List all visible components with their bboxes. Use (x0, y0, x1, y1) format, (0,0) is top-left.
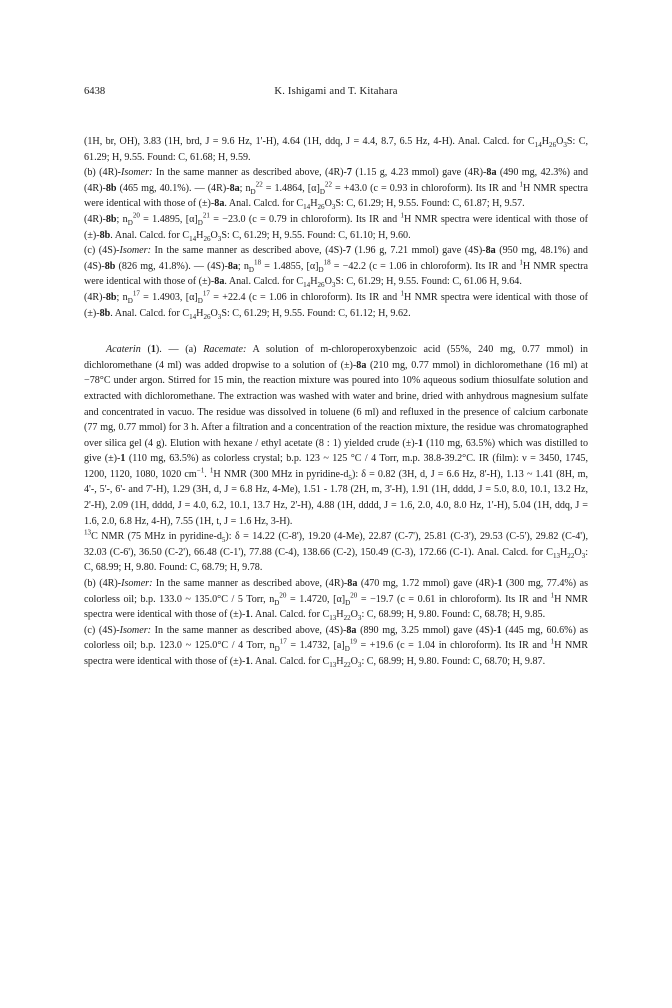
paragraph-13c-nmr: $^{13}$C NMR (75 MHz in pyridine-$d_5$): δ = 14.22 (C-8'), 19.20 (4-Me), 22.87 (C-7'), 25.81 (C-3'), 29.53 (C-5'), 29.82 (C-4'), 32.03 (C-6'), 36.50 (C-2'), 66.48 (C-1'), 77.88 (C-4), 138.66 (C-2), 150.49 (C-3), 172.66 (C-1). Anal. Calcd. for $C_{13}H_{22}O_3$: C, 68.99; H, 9.80. Found: C, 68.79; H, 9.78. (84, 528, 588, 574)
paragraph-nmr-continuation: (1H, br, OH), 3.83 (1H, brd, J = 9.6 Hz, 1'-H), 4.64 (1H, ddq, J = 4.4, 8.7, 6.5 Hz, 4-H). Anal. Calcd. for $C_{14}H_{26}O_3S$: C, 61.29; H, 9.55. Found: C, 61.68; H, 9.59. (84, 136, 588, 163)
running-head-authors: K. Ishigami and T. Kitahara (274, 86, 398, 97)
paragraph-acaterin-4r-isomer: (b) (4R)-Isomer: In the same manner as described above, (4R)-8a (470 mg, 1.72 mmol) gave (4R)-1 (300 mg, 77.4%) as colorless oil; b.p. 133.0 ~ 135.0°C / 5 Torr, $n_D^{20} = 1.4720$, $[\alpha]_D^{20} = -19.7$ (c = 0.61 in chloroform). Its IR and $^1$H NMR spectra were identical with those of (±)-1. Anal. Calcd. for $C_{13}H_{22}O_3$: C, 68.99; H, 9.80. Found: C, 68.78; H, 9.85. (84, 578, 588, 623)
paragraph-4s-isomer: (c) (4S)-Isomer: In the same manner as described above, (4S)-7 (1.96 g, 7.21 mmol) gave (4S)-8a (950 mg, 48.1%) and (4S)-8b (826 mg, 41.8%). — (4S)-8a; $n_D^{18} = 1.4855$, $[\alpha]_D^{18} = -42.2$ (c = 1.06 in chloroform). Its IR and $^1$H NMR spectra were identical with those of (±)-8a. Anal. Calcd. for $C_{14}H_{26}O_3S$: C, 61.29; H, 9.55. Found: C, 61.06 H, 9.64. (84, 245, 588, 290)
page-number: 6438 (84, 86, 106, 97)
paragraph-4r-8b: (4R)-8b; $n_D^{20} = 1.4895$, $[\alpha]_D^{21} = -23.0$ (c = 0.79 in chloroform). Its IR and $^1$H NMR spectra were identical with those of (±)-8b. Anal. Calcd. for $C_{14}H_{26}O_3S$: C, 61.29; H, 9.55. Found: C, 61.10; H, 9.60. (84, 211, 588, 243)
paragraph-acaterin-4s-isomer: (c) (4S)-Isomer: In the same manner as described above, (4S)-8a (890 mg, 3.25 mmol) gave (4S)-1 (445 mg, 60.6%) as colorless oil; b.p. 123.0 ~ 125.0°C / 4 Torr, $n_D^{17} = 1.4732$, $[a]_D^{19} = +19.6$ (c = 1.04 in chloroform). Its IR and $^1$H NMR spectra were identical with those of (±)-1. Anal. Calcd. for $C_{13}H_{22}O_3$: C, 68.99; H, 9.80. Found: C, 68.70; H, 9.87. (84, 624, 588, 670)
paragraph-4r-isomer: (b) (4R)-Isomer: In the same manner as described above, (4R)-7 (1.15 g, 4.23 mmol) gave (4R)-8a (490 mg, 42.3%) and (4R)-8b (465 mg, 40.1%). — (4R)-8a; $n_D^{22} = 1.4864$, $[\alpha]_D^{22} = +43.0$ (c = 0.93 in chloroform). Its IR and $^1$H NMR spectra were identical with those of (±)-8a. Anal. Calcd. for $C_{14}H_{26}O_3S$: C, 61.29; H, 9.55. Found: C, 61.87; H, 9.57. (84, 167, 589, 212)
paragraph-acaterin-racemate: Acaterin (1). — (a) Racemate: A solution of m-chloroperoxybenzoic acid (55%, 240 mg, 0.77 mmol) in dichloromethane (4 ml) was added dropwise to a solution of (±)-8a (210 mg, 0.77 mmol) in dichloromethane (16 ml) at −78°C under argon. Stirred for 15 min, the reaction mixture was poured into 10% aqueous sodium thiosulfate solution and extracted with dichloromethane. The extraction was washed with water and brine, dried with anhydrous magnesium sulfate and concentrated in vacuo. The residue was dissolved in toluene (6 ml) and refluxed in the presence of calcium carbonate (77 mg, 0.77 mmol) for 3 h. After a filtration and a concentration of the reaction mixture, the residue was chromatographed over silica gel (4 g). Elution with hexane / ethyl acetate (8 : 1) yielded crude (±)-1 (110 mg, 63.5%) which was distilled to give (±)-1 (110 mg, 63.5%) as colorless crystal; b.p. 123 ~ 125 °C / 4 Torr, m.p. 38.8-39.2°C. IR (film): ν = 3450, 1745, 1200, 1120, 1080, 1020 $cm^{-1}$. $^1$H NMR (300 MHz in pyridine-$d_5$): δ = 0.82 (3H, d, J = 6.6 Hz, 8'-H), 1.13 ~ 1.41 (8H, m, 4'-, 5'-, 6'- and 7'-H), 1.29 (3H, d, J = 6.8 Hz, 4-Me), 1.51 - 1.78 (2H, m, 3'-H), 1.91 (1H, dddd, J = 5.0, 8.0, 10.1, 13.2 Hz, 2'-H), 2.09 (1H, dddd, J = 4.0, 6.2, 10.1, 13.7 Hz, 2'-H), 4.88 (1H, dddd, J = 1.6, 2.0, 4.0, 8.0 Hz, 1'-H), 5.04 (1H, ddq, J = 1.6, 2.0, 6.8 Hz, 4-H), 7.55 (1H, t, J = 1.6 Hz, 3-H). (84, 344, 589, 527)
article-body (84, 134, 588, 670)
running-header (84, 86, 588, 100)
paragraph-4s-8b: (4R)-8b; $n_D^{17} = 1.4903$, $[\alpha]_D^{17} = +22.4$ (c = 1.06 in chloroform). Its IR and $^1$H NMR spectra were identical with those of (±)-8b. Anal. Calcd. for $C_{14}H_{26}O_3S$: C, 61.29; H, 9.55. Found: C, 61.12; H, 9.62. (84, 289, 588, 321)
